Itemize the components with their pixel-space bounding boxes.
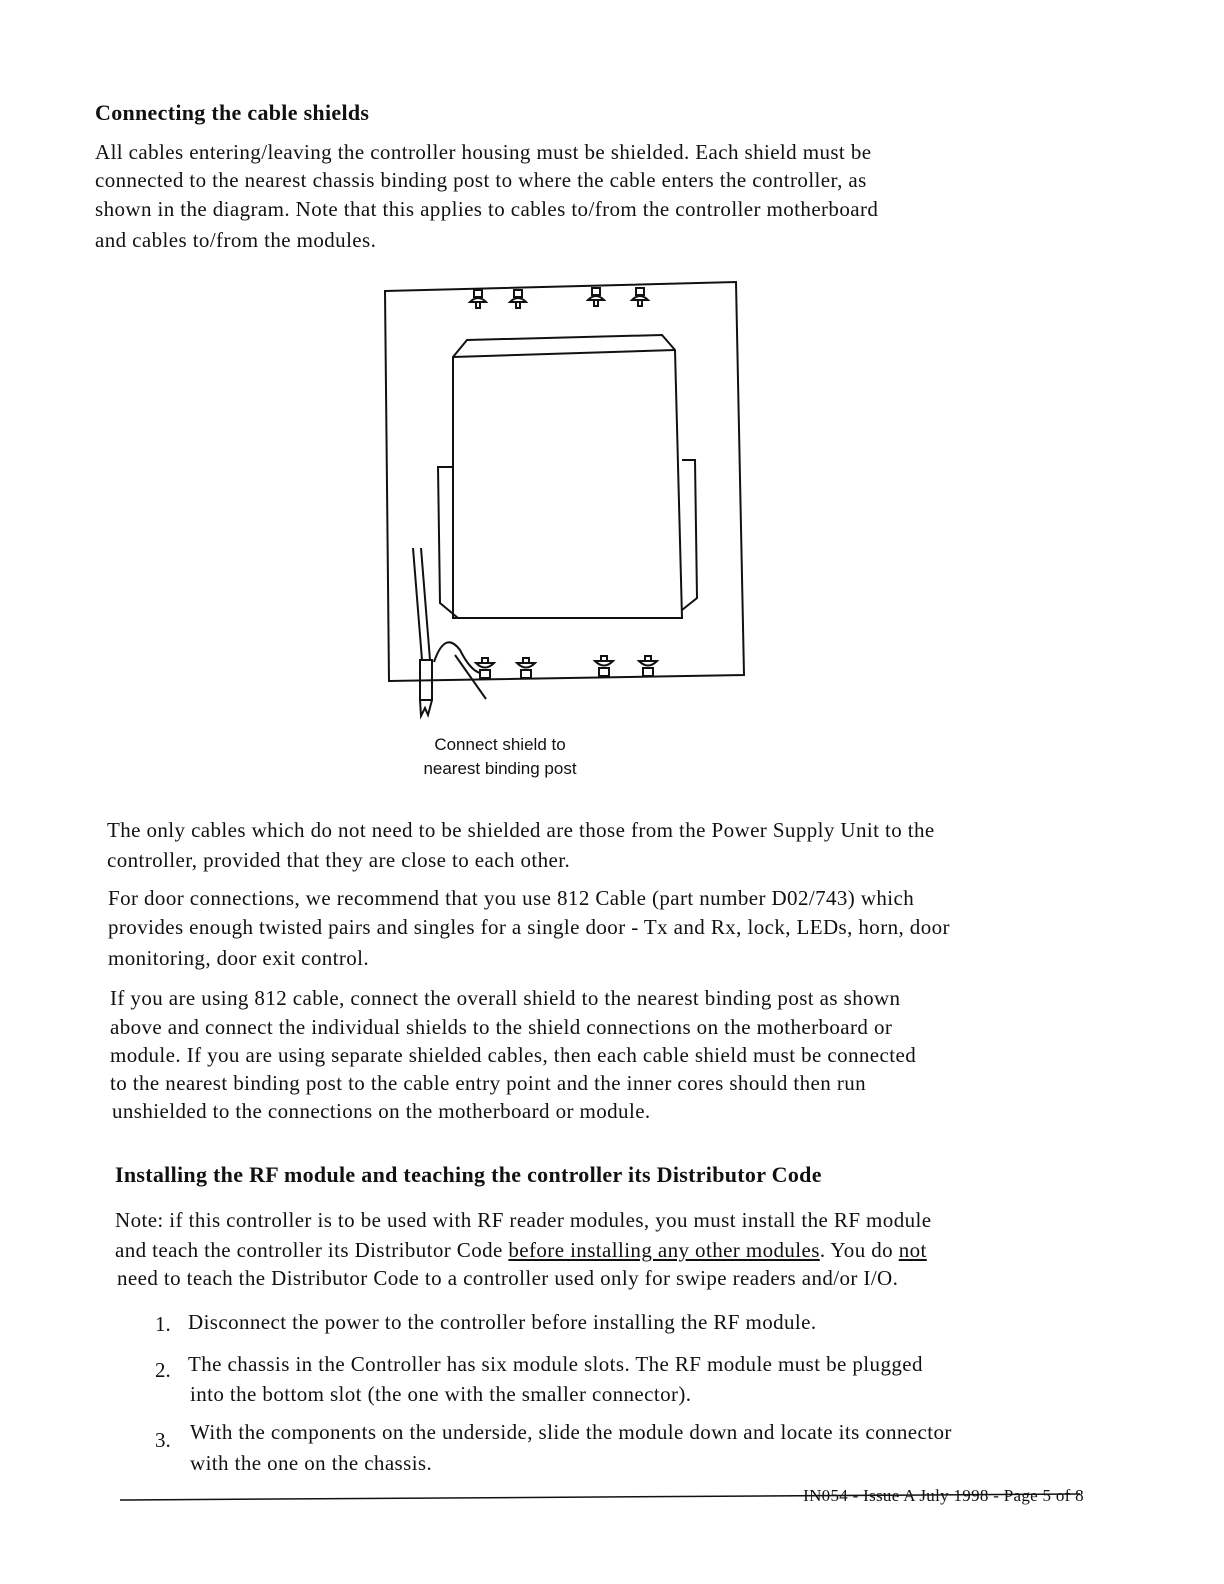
underlined-text: not	[898, 1238, 927, 1262]
text-line: connected to the nearest chassis binding post to where the cable enters the controller, as	[95, 168, 867, 192]
text-line: For door connections, we recommend that you use 812 Cable (part number D02/743) which	[108, 886, 915, 910]
page-footer: IN054 - Issue A July 1998 - Page 5 of 8	[803, 1486, 1084, 1505]
list-number: 2.	[155, 1358, 171, 1382]
cable	[413, 548, 486, 716]
list-number: 1.	[155, 1312, 171, 1336]
text-line: need to teach the Distributor Code to a controller used only for swipe readers and/or I/O.	[117, 1266, 899, 1290]
text-line: The chassis in the Controller has six module slots. The RF module must be plugged	[188, 1352, 923, 1376]
text-line	[115, 1238, 927, 1263]
binding-posts-bottom	[476, 656, 657, 678]
section-heading-rf-module: Installing the RF module and teaching the controller its Distributor Code	[115, 1162, 822, 1187]
text-line: The only cables which do not need to be shielded are those from the Power Supply Unit to the	[107, 818, 935, 842]
text-line: With the components on the underside, slide the module down and locate its connector	[190, 1420, 952, 1444]
text-line: provides enough twisted pairs and singles for a single door - Tx and Rx, lock, LEDs, horn, door	[108, 915, 950, 939]
underlined-text: before installing any other modules	[508, 1238, 820, 1262]
text-segment: and teach the controller its Distributor Code	[115, 1238, 509, 1262]
section-heading-cable-shields: Connecting the cable shields	[95, 100, 370, 125]
text-line: to the nearest binding post to the cable entry point and the inner cores should then run	[110, 1071, 867, 1095]
text-line: unshielded to the connections on the motherboard or module.	[112, 1099, 651, 1123]
list-number: 3.	[155, 1428, 171, 1452]
text-line: above and connect the individual shields to the shield connections on the motherboard or	[110, 1015, 893, 1039]
text-line: controller, provided that they are close to each other.	[107, 848, 571, 872]
text-line: If you are using 812 cable, connect the overall shield to the nearest binding post as shown	[110, 986, 901, 1010]
text-line: shown in the diagram. Note that this applies to cables to/from the controller motherboard	[95, 197, 879, 221]
text-line: and cables to/from the modules.	[95, 228, 377, 252]
text-segment: . You do	[819, 1238, 899, 1262]
binding-posts-top	[470, 288, 648, 308]
text-line: monitoring, door exit control.	[108, 946, 370, 970]
text-line: All cables entering/leaving the controller housing must be shielded. Each shield must be	[95, 140, 872, 164]
caption-line: nearest binding post	[423, 759, 577, 778]
caption-line: Connect shield to	[434, 735, 566, 754]
text-line: Disconnect the power to the controller before installing the RF module.	[188, 1310, 817, 1334]
text-line: Note: if this controller is to be used with RF reader modules, you must install the RF module	[115, 1208, 932, 1232]
text-line: into the bottom slot (the one with the smaller connector).	[190, 1382, 692, 1406]
text-line: module. If you are using separate shielded cables, then each cable shield must be connected	[110, 1043, 917, 1067]
module-chassis	[438, 335, 697, 618]
text-line: with the one on the chassis.	[190, 1451, 433, 1475]
